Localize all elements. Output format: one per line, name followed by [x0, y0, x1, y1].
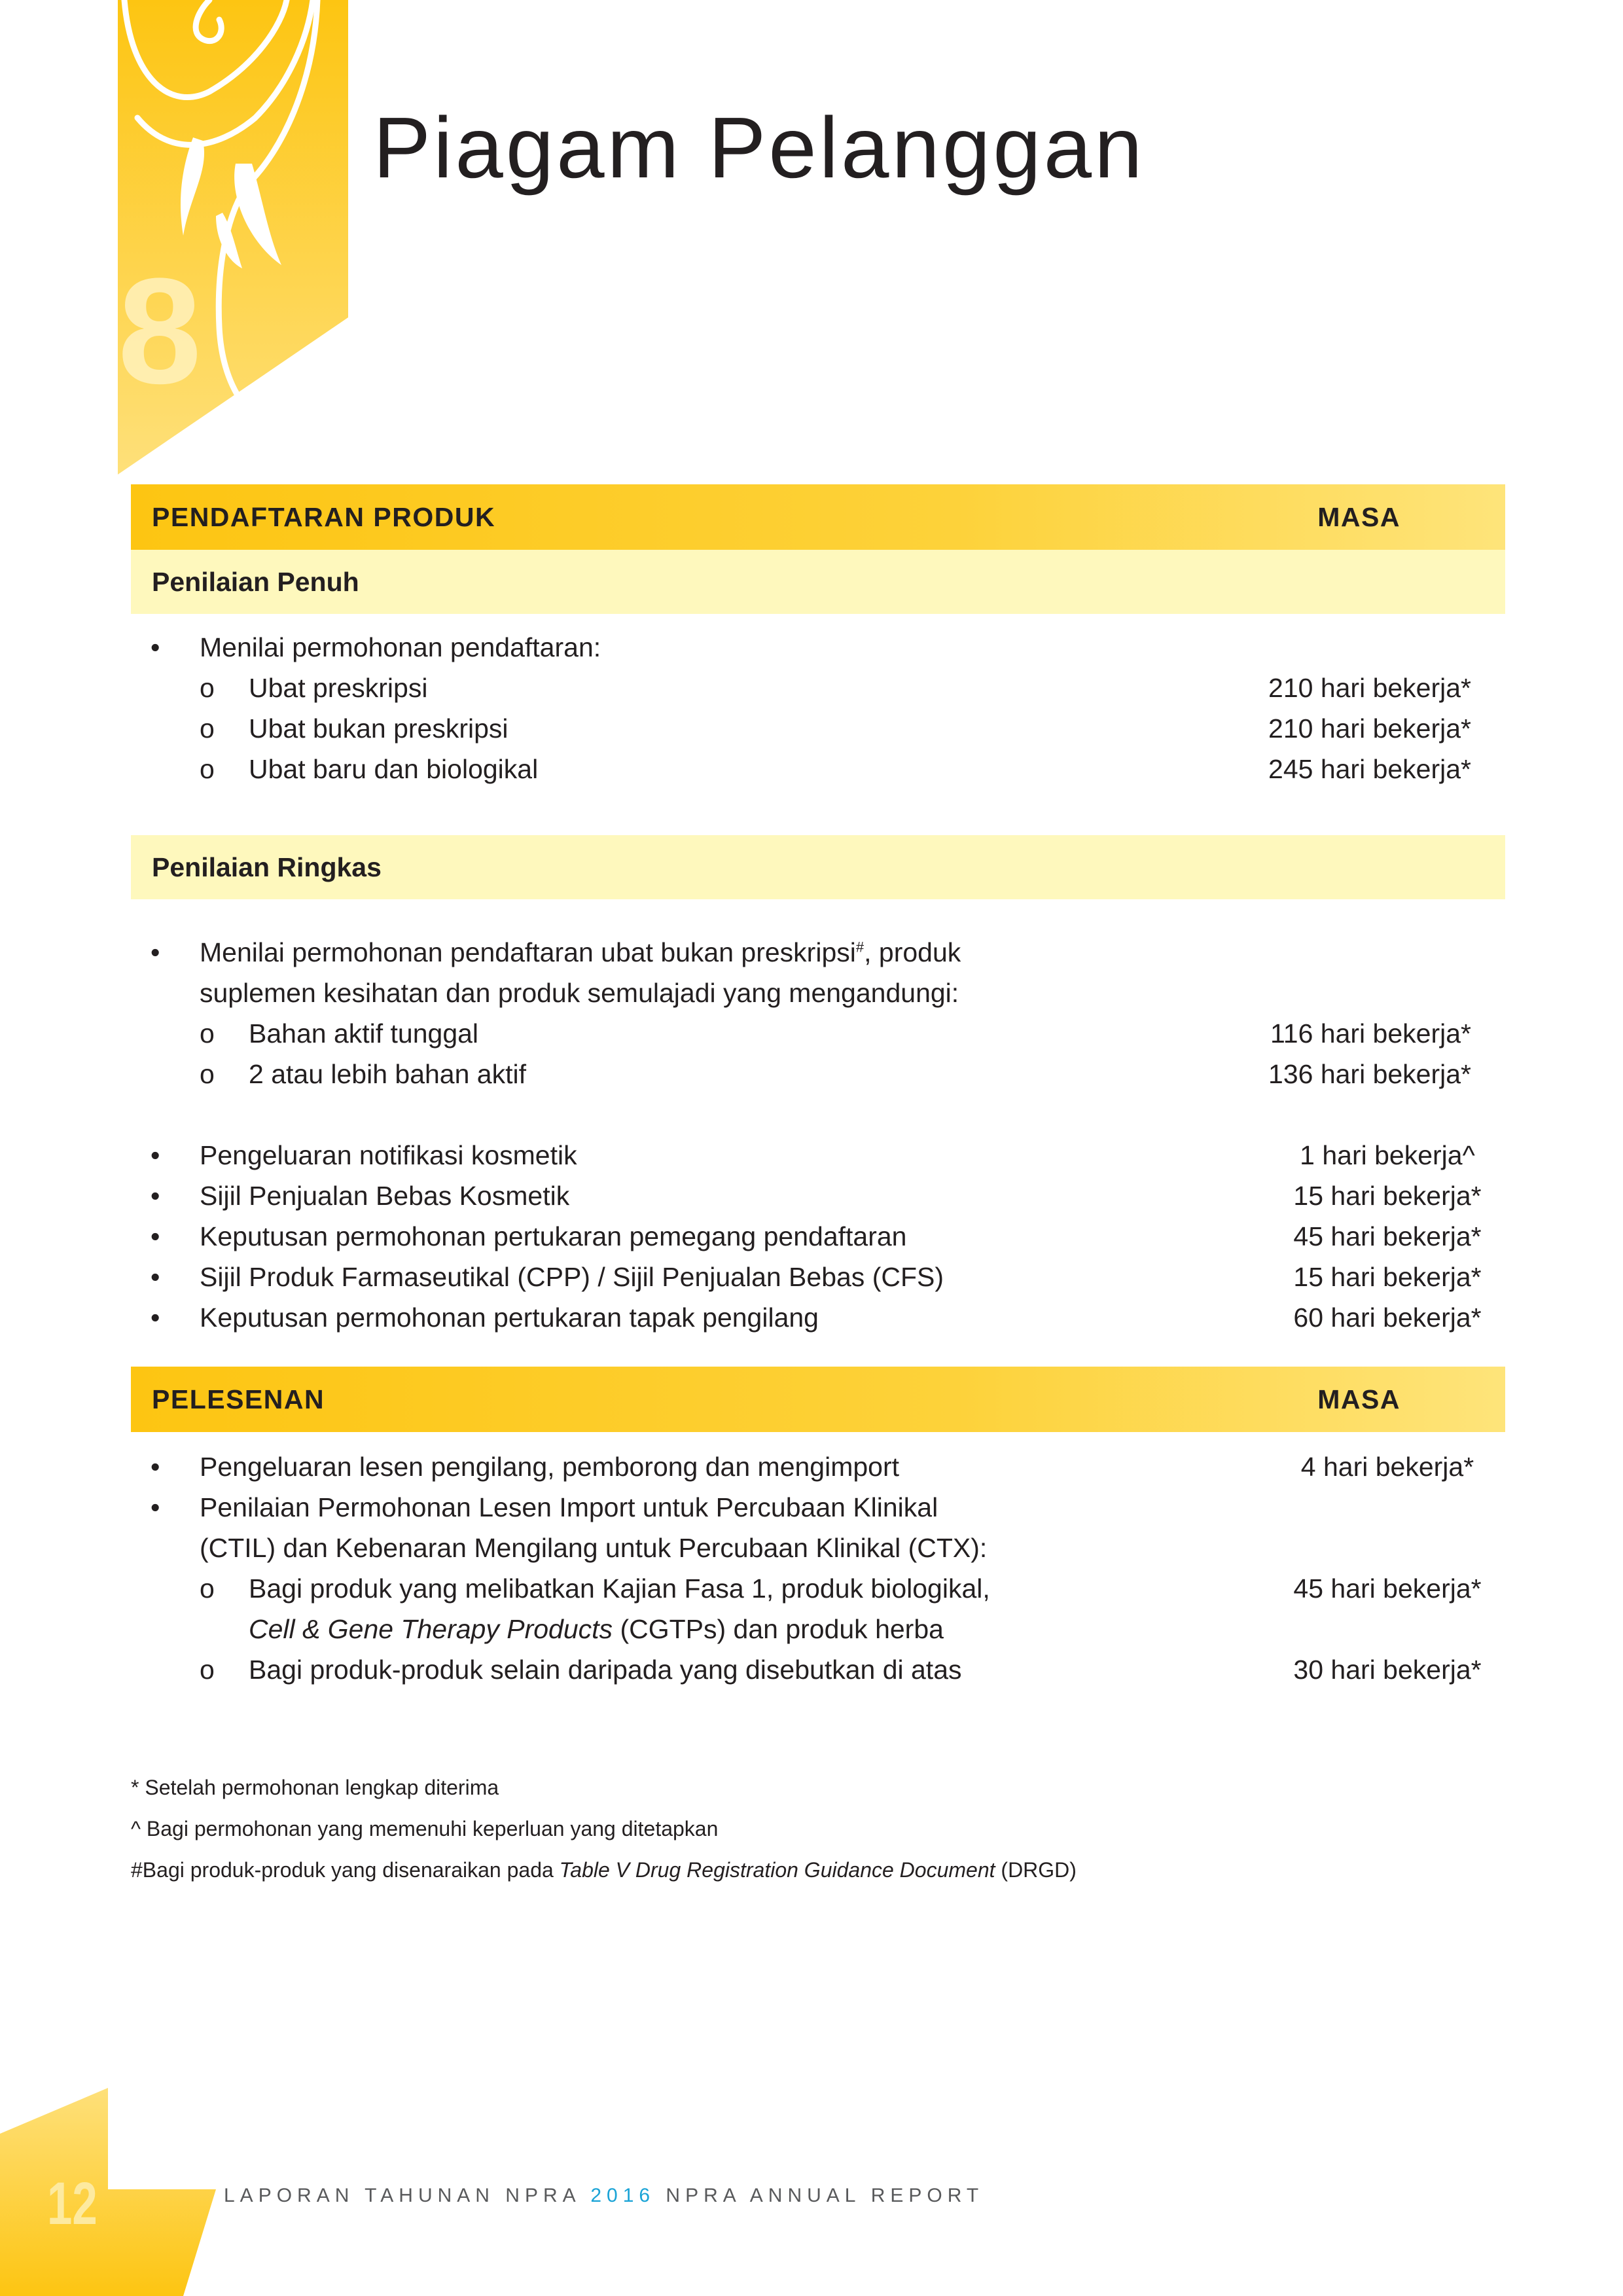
section-title: PELESENAN — [152, 1384, 325, 1414]
sub-bullet-icon: o — [200, 673, 215, 703]
item-text: Keputusan permohonan pertukaran tapak pengilang — [200, 1302, 819, 1333]
list-item — [131, 1649, 1505, 1690]
bullet-icon: • — [151, 632, 160, 662]
bullet-icon: • — [151, 1452, 160, 1482]
item-text: (CTIL) dan Kebenaran Mengilang untuk Percubaan Klinikal (CTX): — [200, 1533, 988, 1563]
list-item — [131, 708, 1505, 749]
item-text: Bahan aktif tunggal — [249, 1018, 479, 1049]
list-item — [131, 1013, 1505, 1054]
item-text: Bagi produk-produk selain daripada yang disebutkan di atas — [249, 1655, 962, 1685]
list-item — [131, 1446, 1505, 1487]
hash-footnote-mark: # — [855, 939, 865, 956]
footnote-hash-suffix: (DRGD) — [995, 1858, 1077, 1882]
chapter-banner — [118, 0, 348, 475]
subheader-label: Penilaian Penuh — [152, 566, 359, 597]
list-item-continuation — [131, 973, 1505, 1013]
list-item — [131, 1216, 1505, 1257]
footer-year: 2016 — [590, 2185, 656, 2206]
section-header-licensing — [131, 1367, 1505, 1432]
footnote-hash — [131, 1850, 1077, 1891]
item-text-after: , produk — [864, 937, 961, 967]
bullet-icon: • — [151, 1140, 160, 1170]
list-item — [131, 749, 1505, 789]
item-text: Sijil Penjualan Bebas Kosmetik — [200, 1181, 570, 1211]
item-duration: 60 hari bekerja* — [1293, 1302, 1482, 1333]
chapter-number: 8 — [118, 247, 202, 415]
item-duration: 245 hari bekerja* — [1268, 754, 1471, 784]
list-item — [131, 668, 1505, 708]
page-title: Piagam Pelanggan — [373, 99, 1145, 196]
item-text: Penilaian Permohonan Lesen Import untuk Percubaan Klinikal — [200, 1492, 938, 1522]
item-text: suplemen kesihatan dan produk semulajadi yang mengandungi: — [200, 978, 959, 1008]
item-duration: 45 hari bekerja* — [1293, 1573, 1482, 1604]
list-item — [131, 1487, 1505, 1528]
footnote-asterisk: * Setelah permohonan lengkap diterima — [131, 1776, 499, 1799]
item-text-rest: (CGTPs) dan produk herba — [613, 1614, 944, 1644]
footer-text-after: NPRA ANNUAL REPORT — [655, 2185, 984, 2206]
list-item — [131, 627, 1505, 668]
list-item — [131, 1135, 1505, 1175]
list-item — [131, 1297, 1505, 1338]
item-text: 2 atau lebih bahan aktif — [249, 1059, 526, 1089]
item-duration: 210 hari bekerja* — [1268, 673, 1471, 703]
bullet-icon: • — [151, 1262, 160, 1292]
list-item — [131, 1257, 1505, 1297]
abridged-evaluation-list — [131, 899, 1505, 1338]
item-text: Sijil Produk Farmaseutikal (CPP) / Sijil Penjualan Bebas (CFS) — [200, 1262, 944, 1292]
item-duration: 116 hari bekerja* — [1270, 1018, 1471, 1049]
sub-bullet-icon: o — [200, 1573, 215, 1604]
subheader-full-evaluation — [131, 550, 1505, 614]
bullet-icon: • — [151, 937, 160, 967]
footer-tab-shape — [0, 2088, 216, 2296]
item-text — [131, 1609, 1230, 1649]
item-text: Bagi produk yang melibatkan Kajian Fasa 1, produk biologikal, — [249, 1573, 990, 1604]
column-header-duration: MASA — [1317, 1384, 1400, 1414]
sub-bullet-icon: o — [200, 1018, 215, 1049]
subheader-label: Penilaian Ringkas — [152, 852, 382, 882]
item-text: Pengeluaran notifikasi kosmetik — [200, 1140, 577, 1170]
item-text: Ubat preskripsi — [249, 673, 428, 703]
item-duration: 30 hari bekerja* — [1293, 1655, 1482, 1685]
footnote-hash-italic: Table V Drug Registration Guidance Document — [559, 1858, 995, 1882]
item-duration: 4 hari bekerja* — [1300, 1452, 1474, 1482]
item-text — [131, 932, 1230, 973]
section-header-registration — [131, 484, 1505, 550]
bullet-icon: • — [151, 1221, 160, 1251]
footer-text-before: LAPORAN TAHUNAN NPRA — [224, 2185, 591, 2206]
list-item — [131, 932, 1505, 973]
bullet-icon: • — [151, 1181, 160, 1211]
item-text: Menilai permohonan pendaftaran: — [200, 632, 601, 662]
sub-bullet-icon: o — [200, 754, 215, 784]
item-duration: 136 hari bekerja* — [1268, 1059, 1471, 1089]
full-evaluation-list — [131, 614, 1505, 789]
bullet-icon: • — [151, 1492, 160, 1522]
list-item-continuation — [131, 1609, 1505, 1649]
licensing-list — [131, 1432, 1505, 1690]
footnotes — [131, 1767, 1077, 1891]
item-duration: 45 hari bekerja* — [1293, 1221, 1482, 1251]
list-item — [131, 1054, 1505, 1094]
item-duration: 210 hari bekerja* — [1268, 713, 1471, 744]
footnote-caret: ^ Bagi permohonan yang memenuhi keperluan yang ditetapkan — [131, 1817, 719, 1840]
sub-bullet-icon: o — [200, 1059, 215, 1089]
page-number: 12 — [47, 2170, 98, 2237]
item-duration: 15 hari bekerja* — [1293, 1181, 1482, 1211]
item-text-italic: Cell & Gene Therapy Products — [249, 1614, 613, 1644]
item-text: Pengeluaran lesen pengilang, pemborong dan mengimport — [200, 1452, 900, 1482]
item-text: Ubat bukan preskripsi — [249, 713, 508, 744]
section-title: PENDAFTARAN PRODUK — [152, 501, 496, 532]
item-text-main: Menilai permohonan pendaftaran ubat bukan preskripsi — [200, 937, 856, 967]
footnote-hash-prefix: #Bagi produk-produk yang disenaraikan pada — [131, 1858, 560, 1882]
column-header-duration: MASA — [1317, 501, 1400, 532]
footer-tab — [0, 2081, 223, 2296]
item-duration: 1 hari bekerja^ — [1300, 1140, 1475, 1170]
sub-bullet-icon: o — [200, 713, 215, 744]
service-charter-table — [131, 484, 1505, 1690]
list-item-continuation — [131, 1528, 1505, 1568]
list-item — [131, 1175, 1505, 1216]
item-text: Ubat baru dan biologikal — [249, 754, 539, 784]
subheader-abridged-evaluation — [131, 835, 1505, 899]
list-item — [131, 1568, 1505, 1609]
bullet-icon: • — [151, 1302, 160, 1333]
item-text: Keputusan permohonan pertukaran pemegang pendaftaran — [200, 1221, 907, 1251]
sub-bullet-icon: o — [200, 1655, 215, 1685]
item-duration: 15 hari bekerja* — [1293, 1262, 1482, 1292]
footer-running-title — [224, 2185, 984, 2207]
